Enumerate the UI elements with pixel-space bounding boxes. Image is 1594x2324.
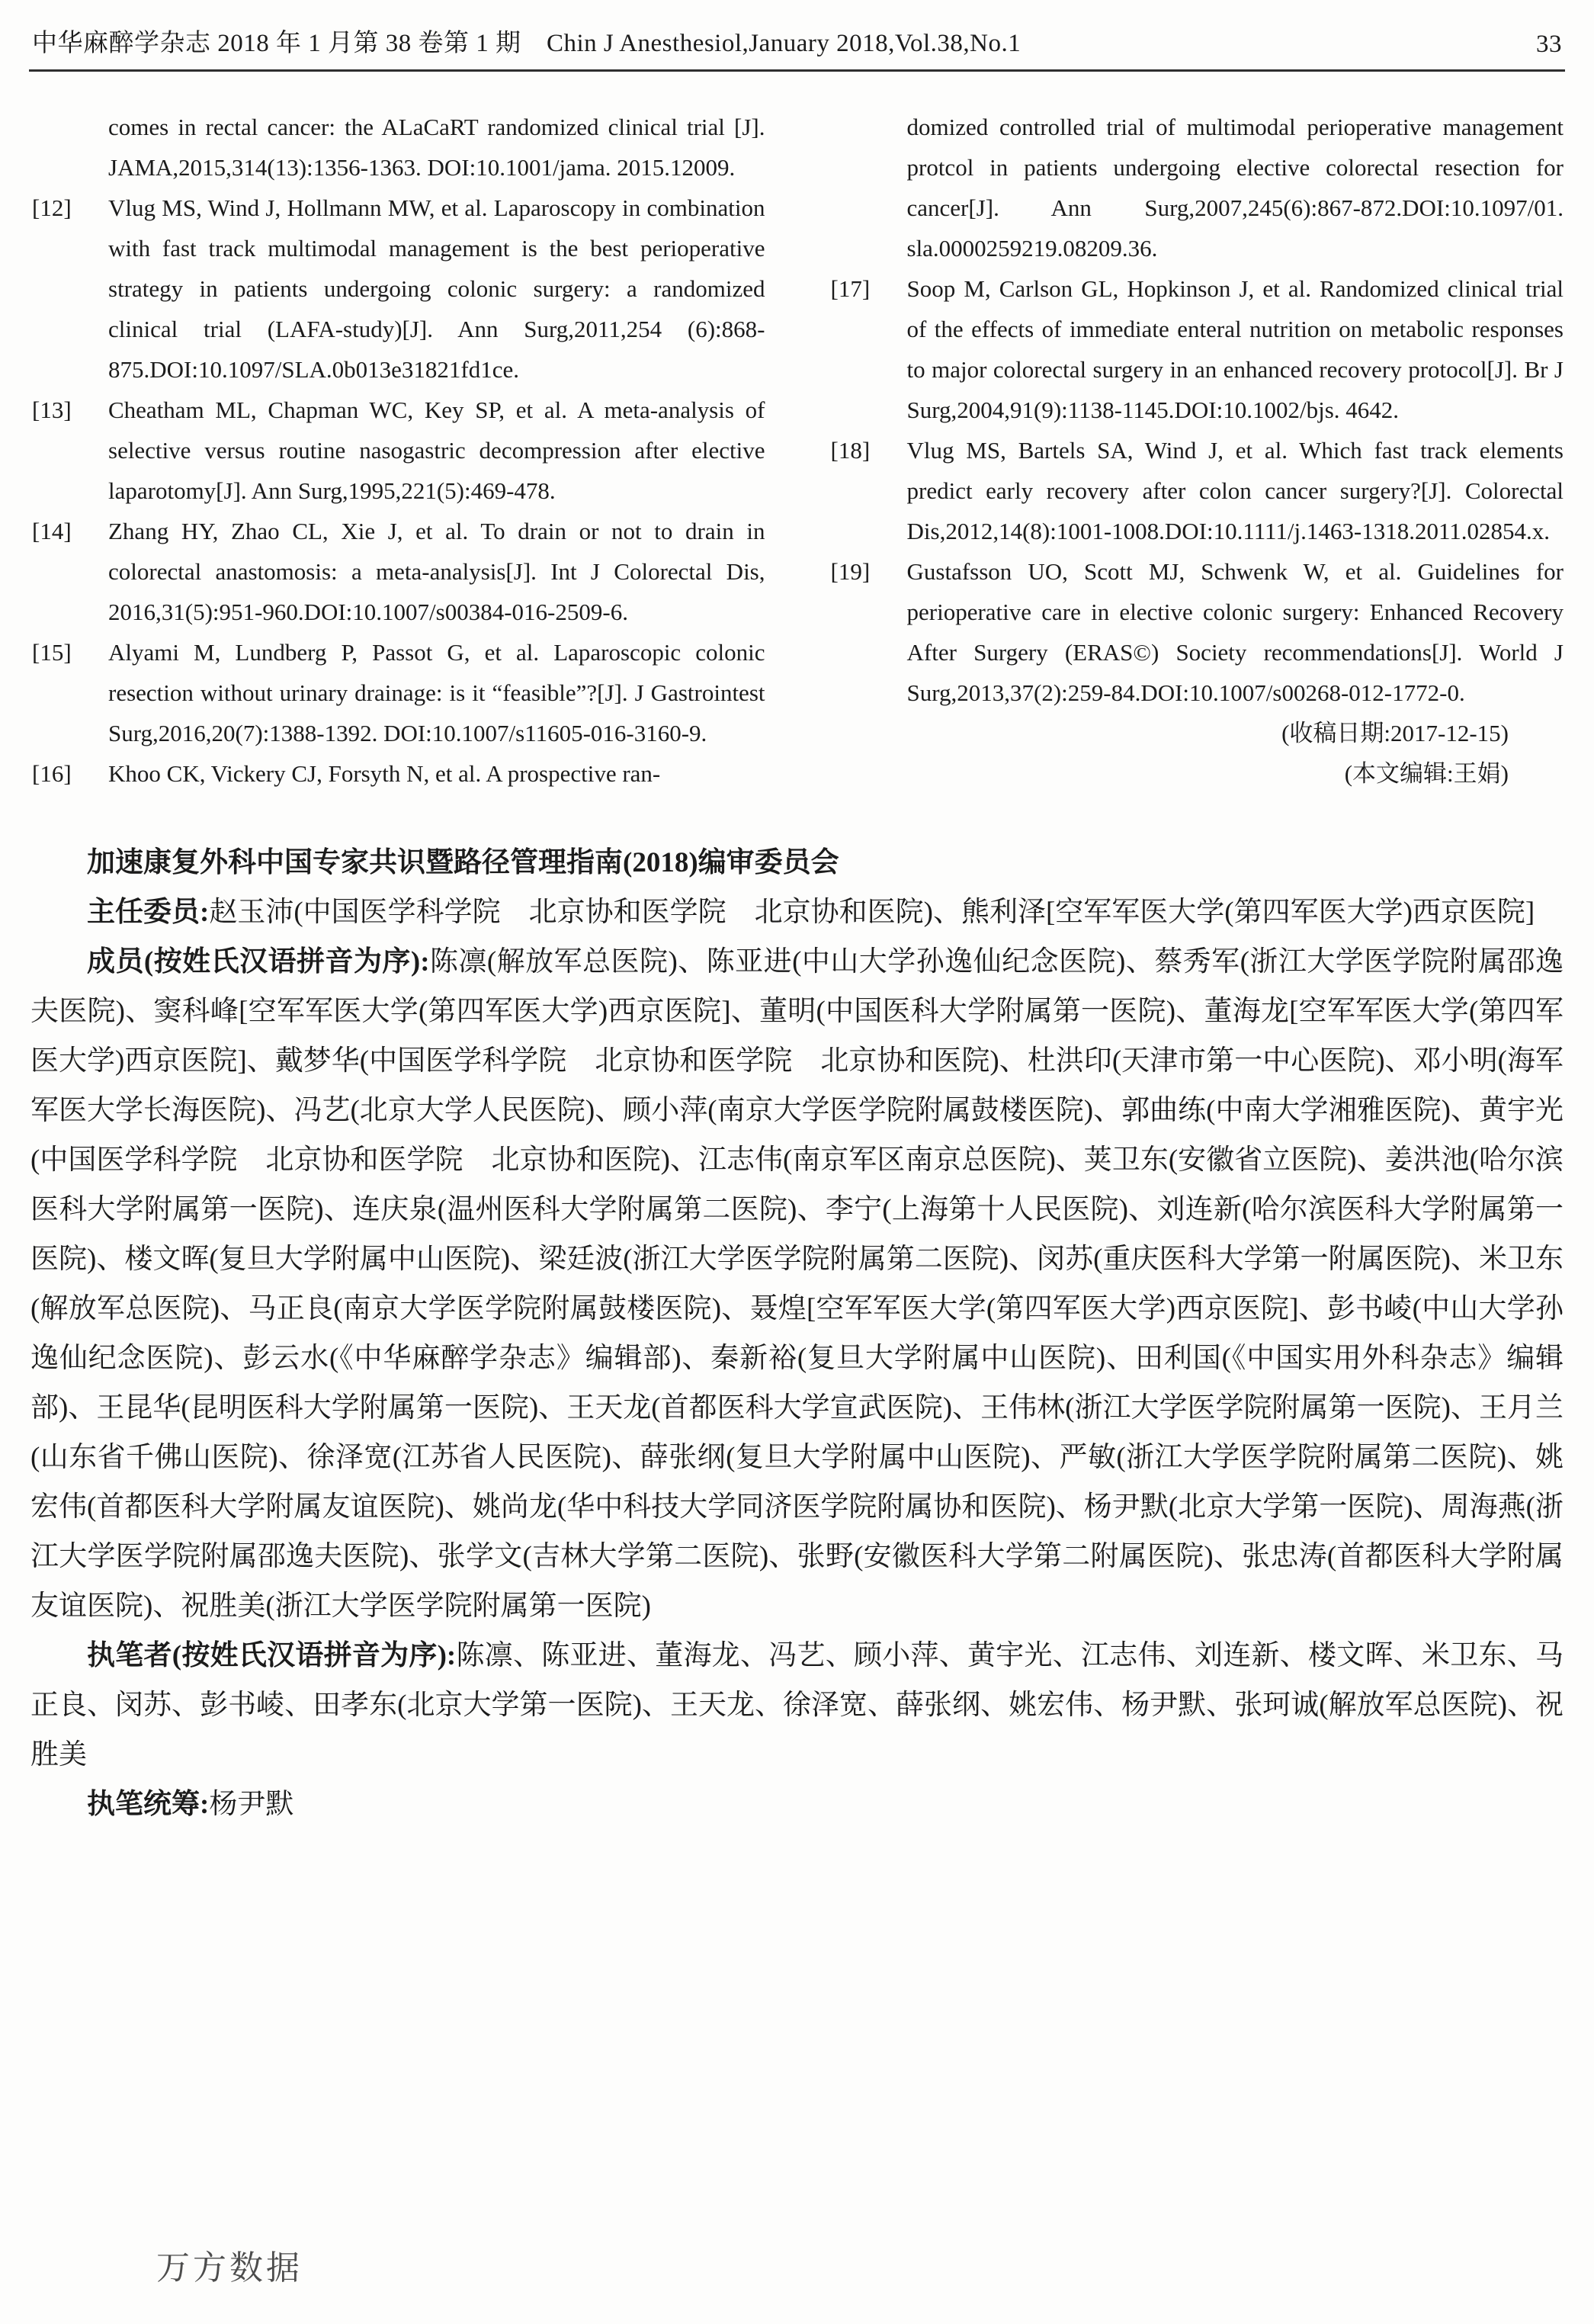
reference-text: Alyami M, Lundberg P, Passot G, et al. Laparoscopic colonic resection without urinary drainage: is it “feasible”?[J]. J Gastrointest Surg,2016,20(7):1388-1392. DOI:10.1007/s11605-016-3160-9. <box>108 639 765 746</box>
reference-item <box>32 632 765 753</box>
members-paragraph <box>30 937 1564 1631</box>
reference-item <box>32 390 765 511</box>
members-text: 陈凛(解放军总医院)、陈亚进(中山大学孙逸仙纪念医院)、蔡秀军(浙江大学医学院附属邵逸夫医院)、窦科峰[空军军医大学(第四军医大学)西京医院]、董明(中国医科大学附属第一医院)、董海龙[空军军医大学(第四军医大学)西京医院]、戴梦华(中国医学科学院 北京协和医学院 北京协和医院)、杜洪印(天津市第一中心医院)、邓小明(海军军医大学长海医院)、冯艺(北京大学人民医院)、顾小萍(南京大学医学院附属鼓楼医院)、郭曲练(中南大学湘雅医院)、黄宇光(中国医学科学院 北京协和医学院 北京协和医院)、江志伟(南京军区南京总医院)、荚卫东(安徽省立医院)、姜洪池(哈尔滨医科大学附属第一医院)、连庆泉(温州医科大学附属第二医院)、李宁(上海第十人民医院)、刘连新(哈尔滨医科大学附属第一医院)、楼文晖(复旦大学附属中山医院)、梁廷波(浙江大学医学院附属第二医院)、闵苏(重庆医科大学第一附属医院)、米卫东(解放军总医院)、马正良(南京大学医学院附属鼓楼医院)、聂煌[空军军医大学(第四军医大学)西京医院]、彭书崚(中山大学孙逸仙纪念医院)、彭云水(《中华麻醉学杂志》编辑部)、秦新裕(复旦大学附属中山医院)、田利国(《中国实用外科杂志》编辑部)、王昆华(昆明医科大学附属第一医院)、王天龙(首都医科大学宣武医院)、王伟林(浙江大学医学院附属第一医院)、王月兰(山东省千佛山医院)、徐泽宽(江苏省人民医院)、薛张纲(复旦大学附属中山医院)、严敏(浙江大学医学院附属第二医院)、姚宏伟(首都医科大学附属友谊医院)、姚尚龙(华中科技大学同济医学院附属协和医院)、杨尹默(北京大学第一医院)、周海燕(浙江大学医学院附属邵逸夫医院)、张学文(吉林大学第二医院)、张野(安徽医科大学第二附属医院)、张忠涛(首都医科大学附属友谊医院)、祝胜美(浙江大学医学院附属第一医院) <box>30 946 1564 1622</box>
reference-number: [13] <box>32 396 72 423</box>
references-section <box>0 72 1594 794</box>
members-label: 成员(按姓氏汉语拼音为序): <box>87 946 430 977</box>
reference-number <box>32 107 108 188</box>
reference-item <box>32 188 765 390</box>
reference-text: Soop M, Carlson GL, Hopkinson J, et al. Randomized clinical trial of the effects of immediate enteral nutrition on metabolic responses to major colorectal surgery in an enhanced recovery protocol[J]. Br J Surg,2004,91(9):1138-1145.DOI:10.1002/bjs. 4642. <box>906 275 1564 423</box>
reference-item <box>831 107 1564 268</box>
writers-text: 陈凛、陈亚进、董海龙、冯艺、顾小萍、黄宇光、江志伟、刘连新、楼文晖、米卫东、马正良、闵苏、彭书崚、田孝东(北京大学第一医院)、王天龙、徐泽宽、薛张纲、姚宏伟、杨尹默、张珂诚(解放军总医院)、祝胜美 <box>30 1640 1564 1770</box>
reference-number: [17] <box>830 275 871 302</box>
reference-item <box>831 430 1564 551</box>
chairs-paragraph <box>30 888 1564 937</box>
journal-title-line: 中华麻醉学杂志 2018 年 1 月第 38 卷第 1 期 Chin J Anesthesiol,January 2018,Vol.38,No.1 <box>32 30 1022 57</box>
references-right-column <box>831 107 1564 794</box>
coordinator-text: 杨尹默 <box>209 1789 294 1820</box>
reference-text: Vlug MS, Wind J, Hollmann MW, et al. Laparoscopy in combination with fast track multimodal management is the best perioperative strategy in patients undergoing colonic surgery: a randomized clinical trial (LAFA-study)[J]. Ann Surg,2011,254 (6):868-875.DOI:10.1097/SLA.0b013e31821fd1ce. <box>108 194 765 383</box>
reference-number <box>831 107 907 268</box>
page-number: 33 <box>1536 30 1562 58</box>
committee-title: 加速康复外科中国专家共识暨路径管理指南(2018)编审委员会 <box>87 847 839 878</box>
reference-number: [18] <box>830 437 871 464</box>
page-header <box>0 0 1594 69</box>
reference-number: [19] <box>830 558 871 585</box>
committee-section <box>0 794 1594 1829</box>
reference-number: [14] <box>32 518 72 544</box>
coordinator-label: 执笔统筹: <box>87 1789 210 1820</box>
reference-item <box>32 107 765 188</box>
reference-text: Gustafsson UO, Scott MJ, Schwenk W, et al. Guidelines for perioperative care in elective colonic surgery: Enhanced Recovery After Surgery (ERAS©) Society recommendations[J]. World J Surg,2013,37(2):259-84.DOI:10.1007/s00268-012-1772-0. <box>906 558 1564 706</box>
reference-text: domized controlled trial of multimodal perioperative management protcol in patients undergoing elective colorectal resection for cancer[J]. Ann Surg,2007,245(6):867-872.DOI:10.1097/01. sla.0000259219.08209.36. <box>906 114 1564 262</box>
reference-text: Zhang HY, Zhao CL, Xie J, et al. To drain or not to drain in colorectal anastomosis: a meta-analysis[J]. Int J Colorectal Dis, 2016,31(5):951-960.DOI:10.1007/s00384-016-2509-6. <box>108 518 765 625</box>
editor-note: (本文编辑:王娟) <box>1344 760 1509 787</box>
reference-text: comes in rectal cancer: the ALaCaRT randomized clinical trial [J]. JAMA,2015,314(13):1356-1363. DOI:10.1001/jama. 2015.12009. <box>108 114 765 181</box>
reference-item <box>831 268 1564 430</box>
chairs-text: 赵玉沛(中国医学科学院 北京协和医学院 北京协和医院)、熊利泽[空军军医大学(第四军医大学)西京医院] <box>209 897 1535 928</box>
writers-label: 执笔者(按姓氏汉语拼音为序): <box>87 1640 457 1671</box>
chairs-label: 主任委员: <box>87 897 210 928</box>
references-left-column <box>32 107 765 794</box>
reference-number: [16] <box>32 760 72 787</box>
reference-number: [15] <box>32 639 72 666</box>
writers-paragraph <box>30 1631 1564 1780</box>
reference-text: Cheatham ML, Chapman WC, Key SP, et al. A meta-analysis of selective versus routine nasogastric decompression after elective laparotomy[J]. Ann Surg,1995,221(5):469-478. <box>108 396 765 504</box>
reference-number: [12] <box>32 194 72 221</box>
reference-text: Khoo CK, Vickery CJ, Forsyth N, et al. A prospective ran- <box>108 760 661 787</box>
wanfang-watermark: 万方数据 <box>156 2249 303 2287</box>
reference-item <box>32 511 765 632</box>
reference-item <box>32 753 765 794</box>
received-date: (收稿日期:2017-12-15) <box>1281 720 1509 746</box>
coordinator-paragraph <box>30 1780 1564 1829</box>
reference-item <box>831 551 1564 713</box>
reference-text: Vlug MS, Bartels SA, Wind J, et al. Which fast track elements predict early recovery after colon cancer surgery?[J]. Colorectal Dis,2012,14(8):1001-1008.DOI:10.1111/j.1463-1318.2011.02854.x. <box>906 437 1564 544</box>
